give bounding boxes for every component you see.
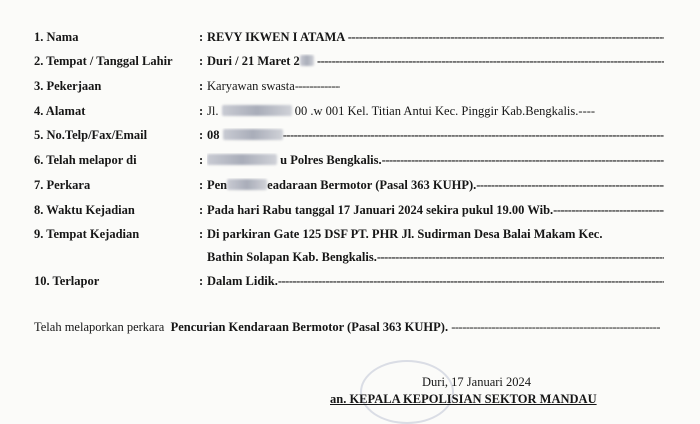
field-value: Pen eadaraan Bermotor (Pasal 363 KUHP). -----: [207, 178, 664, 193]
field-row-reported-at: [0, 153, 700, 173]
field-row-name: [0, 30, 700, 50]
field-row-phone: [0, 128, 700, 148]
field-value: REVY IKWEN I ATAMA -----: [207, 30, 664, 45]
field-colon: :: [199, 54, 204, 68]
statement-line: [34, 320, 660, 338]
field-colon: :: [199, 79, 204, 93]
field-label: 3. Pekerjaan: [34, 79, 102, 93]
field-label: 9. Tempat Kejadian: [34, 227, 140, 241]
field-label: 4. Alamat: [34, 104, 86, 118]
field-colon: :: [199, 227, 204, 241]
field-colon: :: [199, 178, 204, 192]
field-colon: :: [199, 128, 204, 142]
field-row-address: [0, 104, 700, 124]
field-row-suspect: [0, 274, 700, 294]
field-value: Pada hari Rabu tanggal 17 Januari 2024 sekira pukul 19.00 Wib. -----: [207, 203, 664, 218]
field-label: 5. No.Telp/Fax/Email: [34, 128, 148, 142]
redaction-mark: [227, 179, 267, 190]
field-colon: :: [199, 153, 204, 167]
field-label: 6. Telah melapor di: [34, 153, 137, 167]
field-value: Duri / 21 Maret 2 -----: [207, 54, 664, 69]
field-value-continued: Bathin Solapan Kab. Bengkalis. -----: [207, 250, 664, 265]
field-value: Dalam Lidik. -----: [207, 274, 664, 289]
statement-prefix: Telah melaporkan perkara: [34, 320, 165, 334]
field-row-location: [0, 227, 700, 247]
redaction-mark: [223, 129, 283, 140]
field-value: u Polres Bengkalis. -----: [207, 153, 664, 168]
statement-case: Pencurian Kendaraan Bermotor (Pasal 363 KUHP).: [170, 320, 449, 334]
field-colon: :: [199, 203, 204, 217]
field-value: Di parkiran Gate 125 DSF PT. PHR Jl. Sudirman Desa Balai Makam Kec.: [207, 227, 603, 241]
field-label: 2. Tempat / Tanggal Lahir: [34, 54, 173, 68]
field-colon: :: [199, 104, 204, 118]
field-colon: :: [199, 30, 204, 44]
field-label: 8. Waktu Kejadian: [34, 203, 135, 217]
field-row-occupation: [0, 79, 700, 99]
field-value: 08 -----: [207, 128, 664, 143]
redaction-mark: [222, 105, 292, 116]
signer-title: an. KEPALA KEPOLISIAN SEKTOR MANDAU: [330, 392, 597, 406]
field-row-location-cont: [0, 250, 700, 270]
place-date: Duri, 17 Januari 2024: [422, 375, 532, 389]
field-row-time: [0, 203, 700, 223]
field-value: Jl. 00 .w 001 Kel. Titian Antui Kec. Pinggir Kab.Bengkalis.----: [207, 104, 596, 118]
field-row-case: [0, 178, 700, 198]
field-label: 7. Perkara: [34, 178, 91, 192]
field-label: 10. Terlapor: [34, 274, 100, 288]
field-colon: :: [199, 274, 204, 288]
redaction-mark: [300, 55, 314, 66]
field-row-birth: [0, 54, 700, 74]
field-label: 1. Nama: [34, 30, 79, 44]
field-value: Karyawan swasta -----: [207, 79, 340, 94]
redaction-mark: [207, 154, 277, 165]
